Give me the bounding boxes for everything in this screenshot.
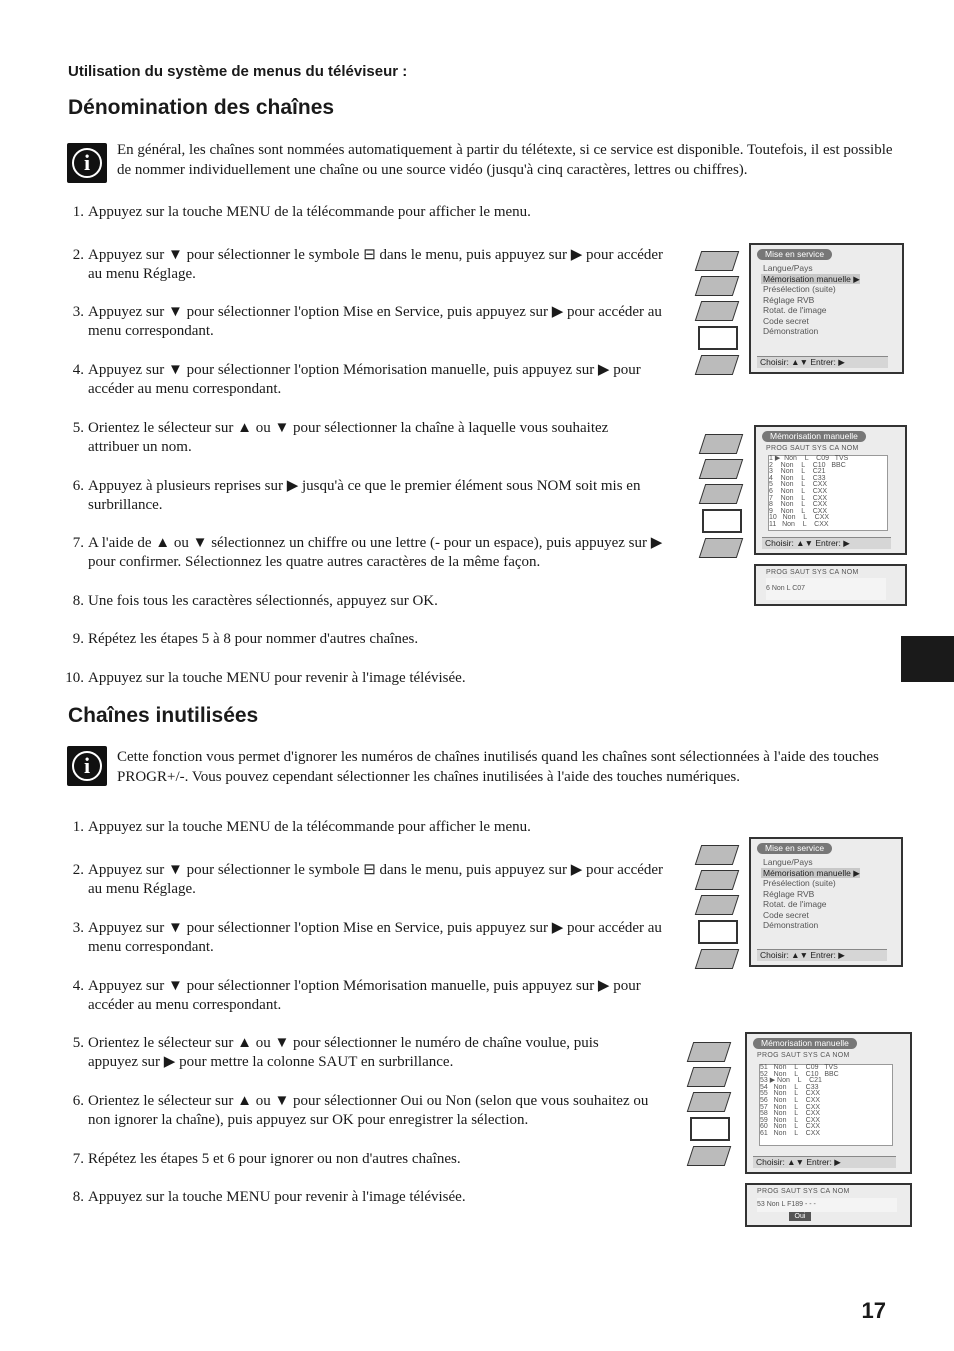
page-subtitle: Utilisation du système de menus du téléviseur : [68,63,408,80]
channel-table [759,1064,893,1146]
section-title-unused: Chaînes inutilisées [68,704,259,727]
menu-item: Code secret [763,909,809,920]
step-item: 7. A l'aide de ▲ ou ▼ sélectionnez un chiffre ou une lettre (- pour un espace), puis appuyez sur ▶ pour confirmer. Sélectionnez les quatre autres caractères de la même façon. [72,535,663,570]
step-item: 5. Orientez le sélecteur sur ▲ ou ▼ pour sélectionner la chaîne à laquelle vous souhaitez attribuer un nom. [72,420,609,455]
sound-icon [695,276,739,296]
step-item: 7. Répétez les étapes 5 et 6 pour ignorer ou non d'autres chaînes. [72,1151,461,1167]
step-item: 8. Une fois tous les caractères sélectionnés, appuyez sur OK. [72,593,438,609]
table-row: 3 Non L C21 [769,468,826,476]
table-row: 5 Non L CXX [769,481,828,489]
table-row: 55 Non L CXX [760,1090,821,1098]
menu-item: Présélection (suite) [763,878,836,888]
setup-menu-list [761,857,860,931]
edit-header: PROG SAUT SYS CA NOM [757,1188,850,1195]
edit-row: 6 Non L C07 [766,578,886,600]
screen-title: Mémorisation manuelle [753,1038,857,1049]
edit-header: PROG SAUT SYS CA NOM [766,569,859,576]
table-row: 11 Non L CXX [769,520,829,528]
table-row: 7 Non L CXX [769,494,828,502]
table-header: PROG SAUT SYS CA NOM [766,445,859,452]
menu-side-icons [698,251,738,380]
step-item: 8. Appuyez sur la touche MENU pour revenir à l'image télévisée. [72,1189,466,1205]
teletext-icon [699,538,743,558]
step-item: 4. Appuyez sur ▼ pour sélectionner l'option Mémorisation manuelle, puis appuyez sur ▶ pour accéder au menu correspondant. [72,362,641,397]
setup-menu-list [761,263,860,337]
sound-icon [695,870,739,890]
table-row: 58 Non L CXX [760,1110,821,1118]
sound-icon [699,459,743,479]
picture-icon [695,845,739,865]
menu-item: Rotat. de l'image [763,305,827,315]
menu-item: Mémorisation manuelle ▶ [763,867,860,878]
screen-footer: Choisir: ▲▼ Entrer: ▶ [757,949,887,961]
table-row: 8 Non L CXX [769,501,828,509]
screen-title: Mise en service [757,249,832,260]
table-row: 4 Non L C33 [769,474,826,482]
step-item: 5. Orientez le sélecteur sur ▲ ou ▼ pour sélectionner le numéro de chaîne voulue, puis appuyez sur ▶ pour mettre la colonne SAUT en surbrillance. [72,1035,599,1070]
table-row: 10 Non L CXX [769,514,830,522]
teletext-icon [695,949,739,969]
menu-item: Réglage RVB [763,888,815,899]
menu-item: Démonstration [763,326,819,336]
table-header: PROG SAUT SYS CA NOM [757,1052,850,1059]
setup-icon [690,1117,730,1141]
step-item: 3. Appuyez sur ▼ pour sélectionner l'option Mise en Service, puis appuyez sur ▶ pour accéder au menu correspondant. [72,304,662,339]
menu-item: Langue/Pays [763,857,813,867]
name-edit-bar [754,564,907,606]
step-item: 9. Répétez les étapes 5 à 8 pour nommer d'autres chaînes. [72,631,419,647]
setup-icon [702,509,742,533]
table-row: 56 Non L CXX [760,1096,821,1104]
picture-icon [695,251,739,271]
manual-tuning-screen [745,1032,912,1174]
menu-side-icons [698,845,738,974]
step-item: 1. Appuyez sur la touche MENU de la télécommande pour afficher le menu. [72,204,531,220]
menu-item: Mémorisation manuelle ▶ [763,273,860,284]
step-item: 6. Orientez le sélecteur sur ▲ ou ▼ pour sélectionner Oui ou Non (selon que vous souhaitez ou non ignorer la chaîne), puis appuyez sur OK pour enregistrer la sélection. [72,1093,649,1128]
section-tab [901,636,954,682]
menu-item: Démonstration [763,920,819,930]
screen-title: Mise en service [757,843,832,854]
setup-menu-screen [749,243,904,374]
table-row: 6 Non L CXX [769,487,828,495]
teletext-icon [687,1146,731,1166]
table-row: 9 Non L CXX [769,507,828,515]
table-row: 54 Non L C33 [760,1083,819,1091]
screen-footer: Choisir: ▲▼ Entrer: ▶ [757,356,888,368]
info-text-unused: Cette fonction vous permet d'ignorer les numéros de chaînes inutilisés quand les chaînes sont sélectionnées à l'aide des touches PROGR+/-. Vous pouvez cependant sélectionner les chaînes inutilisées à l'aide des touches numériques. [117,749,879,785]
table-row: 1 ▶ Non L C09 TVS [769,455,849,462]
table-row: 53 ▶ Non L C21 [760,1077,822,1085]
screen-footer: Choisir: ▲▼ Entrer: ▶ [762,537,891,549]
info-icon: i [67,746,107,786]
screen-footer: Choisir: ▲▼ Entrer: ▶ [753,1156,896,1168]
step-item: 6. Appuyez à plusieurs reprises sur ▶ jusqu'à ce que le premier élément sous NOM soit mis en surbrillance. [72,478,641,513]
step-item: 2. Appuyez sur ▼ pour sélectionner le symbole ⊟ dans le menu, puis appuyez sur ▶ pour accéder au menu Réglage. [72,247,664,282]
table-row: 59 Non L CXX [760,1116,821,1124]
step-item: 4. Appuyez sur ▼ pour sélectionner l'option Mémorisation manuelle, puis appuyez sur ▶ pour accéder au menu correspondant. [72,978,641,1013]
menu-item: Code secret [763,315,809,326]
step-item: 1. Appuyez sur la touche MENU de la télécommande pour afficher le menu. [72,819,531,835]
menu-item: Rotat. de l'image [763,899,827,909]
table-row: 61 Non L CXX [760,1129,821,1137]
setup-menu-screen [749,837,903,967]
menu-item: Présélection (suite) [763,284,836,294]
table-row: 52 Non L C10 BBC [760,1070,839,1078]
step-item: 3. Appuyez sur ▼ pour sélectionner l'option Mise en Service, puis appuyez sur ▶ pour accéder au menu correspondant. [72,920,662,955]
step-item: 2. Appuyez sur ▼ pour sélectionner le symbole ⊟ dans le menu, puis appuyez sur ▶ pour accéder au menu Réglage. [72,862,664,897]
sound-icon [687,1067,731,1087]
setup-icon [698,920,738,944]
step-item: 10. Appuyez sur la touche MENU pour revenir à l'image télévisée. [65,670,466,686]
setup-icon [698,326,738,350]
menu-item: Langue/Pays [763,263,813,273]
page-number: 17 [861,1298,886,1323]
teletext-icon [695,355,739,375]
table-row: 60 Non L CXX [760,1123,821,1131]
table-row: 51 Non L C09 TVS [760,1064,838,1071]
channel-table [768,455,888,531]
menu-side-icons [702,434,742,563]
skip-edit-bar [745,1183,912,1227]
table-row: 2 Non L C10 BBC [769,461,846,469]
table-row: 57 Non L CXX [760,1103,821,1111]
features-icon [687,1092,731,1112]
section-title-naming: Dénomination des chaînes [68,96,335,119]
skip-option-yes: Oui [789,1212,811,1221]
menu-item: Réglage RVB [763,294,815,305]
picture-icon [687,1042,731,1062]
menu-side-icons [690,1042,730,1171]
features-icon [699,484,743,504]
info-text-naming: En général, les chaînes sont nommées automatiquement à partir du télétexte, si ce service est disponible. Toutefois, il est possible de nommer individuellement une chaîne ou une source vidéo (jusqu'à cinq caractères, lettres ou chiffres). [117,142,893,178]
screen-title: Mémorisation manuelle [762,431,866,442]
info-icon: i [67,143,107,183]
features-icon [695,895,739,915]
features-icon [695,301,739,321]
edit-row: 53 Non L F189 - - - [757,1198,897,1212]
manual-tuning-screen [754,425,907,555]
picture-icon [699,434,743,454]
